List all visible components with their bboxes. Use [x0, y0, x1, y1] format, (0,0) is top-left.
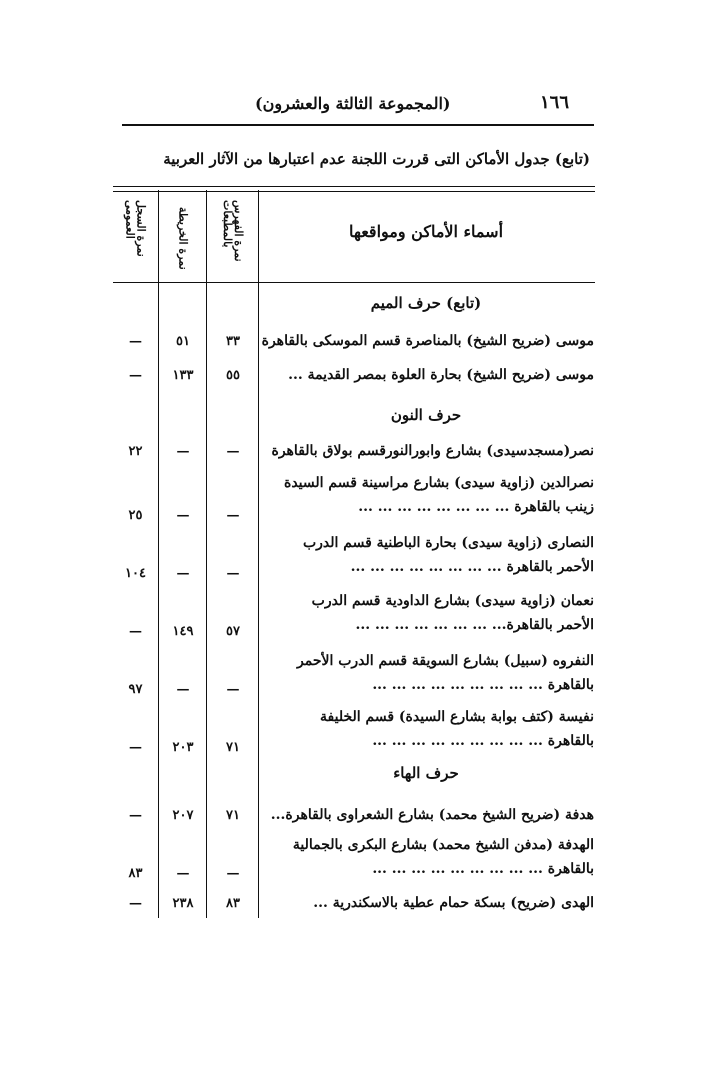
map-value: ١٣٣	[172, 368, 194, 383]
register-value: —	[129, 624, 142, 639]
register-value: ٢٥	[128, 508, 143, 523]
index-value: —	[226, 508, 240, 523]
place-name-continuation: الأحمر بالقاهرة... ... ... ... ... ... ... ...	[355, 617, 594, 633]
place-name-continuation: بالقاهرة ... ... ... ... ... ... ... ... ...	[372, 733, 594, 749]
index-value: —	[226, 682, 240, 697]
index-value: ٧١	[226, 808, 240, 823]
register-value: ٢٢	[128, 444, 143, 459]
map-value: ٢٠٣	[172, 740, 194, 755]
place-name: نصرالدين (زاوية سيدى) بشارع مراسينة قسم السيدة	[283, 475, 594, 491]
place-name: النفروه (سبيل) بشارع السويقة قسم الدرب الأحمر	[297, 653, 594, 669]
place-name: نفيسة (كتف بوابة بشارع السيدة) قسم الخليفة	[320, 709, 594, 725]
map-value: ١٤٩	[172, 624, 194, 639]
index-value: ٧١	[226, 740, 240, 755]
header-divider	[113, 282, 595, 283]
place-name-continuation: زينب بالقاهرة ... ... ... ... ... ... ... ...	[358, 499, 594, 515]
register-value: —	[129, 334, 142, 349]
header-rule	[122, 124, 594, 126]
place-name: موسى (ضريح الشيخ) بالمناصرة قسم الموسكى بالقاهرة	[262, 333, 594, 349]
table-top-rule	[113, 186, 595, 192]
column-divider	[258, 190, 259, 918]
index-value: ٥٧	[226, 624, 240, 639]
index-value: —	[226, 866, 240, 881]
map-value: —	[176, 682, 190, 697]
running-title: (المجموعة الثالثة والعشرون)	[255, 94, 451, 113]
column-header-register: نمرة السجل العمومى	[123, 200, 148, 257]
map-value: —	[176, 444, 190, 459]
section-heading: حرف النون	[390, 406, 462, 424]
place-name: الهدفة (مدفن الشيخ محمد) بشارع البكرى بالجمالية	[292, 837, 594, 853]
column-divider	[206, 190, 207, 918]
map-value: ٢٣٨	[172, 896, 194, 911]
column-header-name: أسماء الأماكن ومواقعها	[348, 222, 504, 241]
map-value: ٥١	[176, 334, 190, 349]
place-name: نصر(مسجدسيدى) بشارع وابورالنورقسم بولاق بالقاهرة	[271, 443, 594, 459]
register-value: ٩٧	[128, 682, 143, 697]
register-value: ٨٣	[128, 866, 143, 881]
map-value: ٢٠٧	[172, 808, 194, 823]
column-header-index: نمرة الفهرس بالمطبعات	[221, 200, 245, 262]
register-value: ١٠٤	[125, 566, 146, 581]
place-name-continuation: بالقاهرة ... ... ... ... ... ... ... ... ...	[372, 677, 594, 693]
column-divider	[158, 190, 159, 918]
section-heading: (تابع) حرف الميم	[370, 294, 482, 312]
index-value: ٥٥	[226, 368, 240, 383]
index-value: —	[226, 566, 240, 581]
register-value: —	[129, 896, 142, 911]
place-name-continuation: الأحمر بالقاهرة ... ... ... ... ... ... ... ...	[350, 559, 594, 575]
index-value: ٨٣	[226, 896, 240, 911]
map-value: —	[176, 866, 190, 881]
place-name-continuation: بالقاهرة ... ... ... ... ... ... ... ... ...	[372, 861, 594, 877]
column-header-map: نمرة الخريطة	[176, 206, 190, 270]
map-value: —	[176, 508, 190, 523]
register-value: —	[129, 808, 142, 823]
register-value: —	[129, 740, 142, 755]
place-name: هدفة (ضريح الشيخ محمد) بشارع الشعراوى بالقاهرة...	[270, 807, 594, 823]
page-number: ١٦٦	[540, 92, 570, 113]
register-value: —	[129, 368, 142, 383]
map-value: —	[176, 566, 190, 581]
place-name: موسى (ضريح الشيخ) بحارة العلوة بمصر القديمة ...	[288, 367, 594, 383]
index-value: ٣٣	[226, 334, 240, 349]
table-caption: (تابع) جدول الأماكن التى قررت اللجنة عدم اعتبارها من الآثار العربية	[163, 150, 590, 168]
section-heading: حرف الهاء	[393, 764, 459, 782]
place-name: النصارى (زاوية سيدى) بحارة الباطنية قسم الدرب	[302, 535, 594, 551]
place-name: الهدى (ضريح) بسكة حمام عطية بالاسكندرية ...	[313, 895, 594, 911]
index-value: —	[226, 444, 240, 459]
place-name: نعمان (زاوية سيدى) بشارع الداودية قسم الدرب	[311, 593, 594, 609]
